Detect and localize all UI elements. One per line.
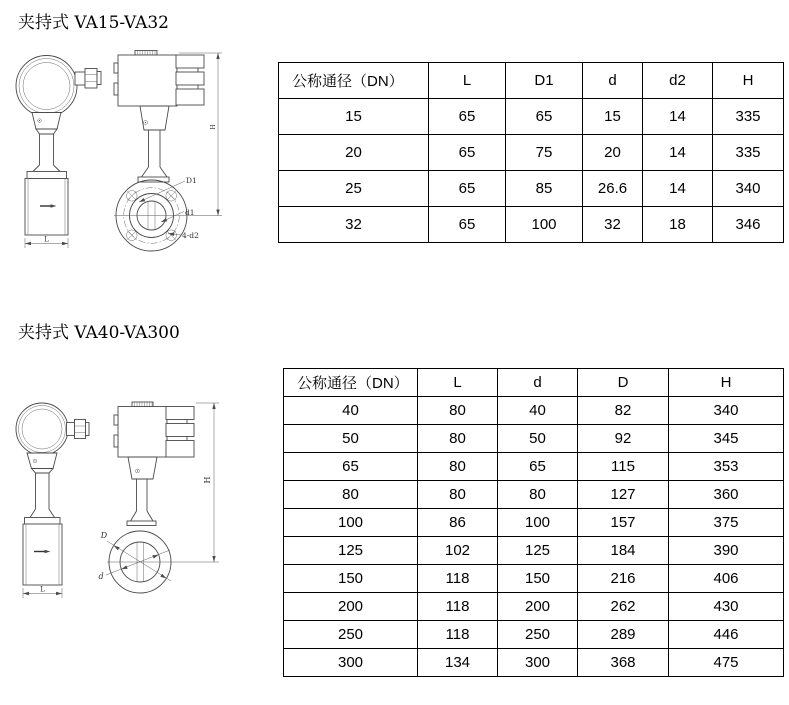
- table-cell: 150: [284, 565, 418, 593]
- meter-body: [23, 524, 62, 585]
- table-cell: 118: [418, 621, 498, 649]
- table-cell: 86: [418, 509, 498, 537]
- table-cell: 82: [578, 397, 669, 425]
- table-cell: 300: [284, 649, 418, 677]
- table-cell: 475: [669, 649, 784, 677]
- terminal-comb: [132, 402, 153, 407]
- table-cell: 289: [578, 621, 669, 649]
- table-cell: 216: [578, 565, 669, 593]
- table-cell: 65: [429, 171, 506, 207]
- table-cell: 20: [583, 135, 643, 171]
- table-cell: 430: [669, 593, 784, 621]
- table-cell: 134: [418, 649, 498, 677]
- table-header: [279, 63, 784, 99]
- table-cell: 360: [669, 481, 784, 509]
- column-header: L: [429, 63, 506, 99]
- table-cell: 32: [279, 207, 429, 243]
- table-cell: 368: [578, 649, 669, 677]
- table-cell: 80: [498, 481, 578, 509]
- table-cell: 345: [669, 425, 784, 453]
- table-cell: 80: [284, 481, 418, 509]
- drawing-va15-va32: [10, 50, 238, 260]
- column-header: d: [583, 63, 643, 99]
- table-cell: 118: [418, 593, 498, 621]
- section-title-va40-va300: 夹持式 VA40-VA300: [18, 323, 180, 343]
- table-cell: 26.6: [583, 171, 643, 207]
- table-cell: 340: [669, 397, 784, 425]
- table-cell: 390: [669, 537, 784, 565]
- table-cell: 25: [279, 171, 429, 207]
- table-row: [284, 453, 784, 481]
- table-cell: 14: [643, 171, 713, 207]
- table-cell: 40: [284, 397, 418, 425]
- table-cell: 346: [713, 207, 784, 243]
- table-cell: 300: [498, 649, 578, 677]
- column-header: D1: [506, 63, 583, 99]
- dimension-L: [25, 236, 68, 249]
- table-cell: 150: [498, 565, 578, 593]
- table-cell: 14: [643, 135, 713, 171]
- table-cell: 125: [498, 537, 578, 565]
- cap-fin: [166, 407, 194, 420]
- cap-fin: [166, 441, 194, 458]
- table-row: [284, 537, 784, 565]
- table-cell: 127: [578, 481, 669, 509]
- table-cell: 100: [284, 509, 418, 537]
- table-cell: 200: [498, 593, 578, 621]
- table-row: [284, 621, 784, 649]
- side-view: [114, 51, 222, 252]
- front-view: [16, 403, 89, 598]
- column-header: 公称通径（DN）: [284, 369, 418, 397]
- table-cell: 184: [578, 537, 669, 565]
- header-row: [284, 369, 784, 397]
- dim-label-D1: D1: [186, 176, 197, 185]
- table-row: [279, 171, 784, 207]
- table-cell: 92: [578, 425, 669, 453]
- table-header: [284, 369, 784, 397]
- table-cell: 32: [583, 207, 643, 243]
- table-cell: 80: [418, 397, 498, 425]
- table-cell: 335: [713, 99, 784, 135]
- cable-gland-connector: [67, 420, 90, 439]
- table-cell: 15: [583, 99, 643, 135]
- table-cell: 14: [643, 99, 713, 135]
- cap-fin: [166, 424, 194, 437]
- column-header: d: [498, 369, 578, 397]
- table-cell: 40: [498, 397, 578, 425]
- column-header: L: [418, 369, 498, 397]
- dimension-L: [23, 586, 62, 599]
- table-cell: 80: [418, 481, 498, 509]
- leader-4-d2: [168, 231, 199, 240]
- table-cell: 335: [713, 135, 784, 171]
- table-cell: 80: [418, 425, 498, 453]
- table-row: [279, 135, 784, 171]
- transmitter-housing: [118, 407, 167, 458]
- table-row: [284, 593, 784, 621]
- table-cell: 250: [284, 621, 418, 649]
- column-header: H: [713, 63, 784, 99]
- side-view: [98, 402, 219, 593]
- front-view: [16, 56, 101, 249]
- terminal-comb: [135, 51, 157, 56]
- meter-body: [25, 179, 68, 236]
- table-cell: 115: [578, 453, 669, 481]
- cable-gland-connector: [75, 69, 101, 89]
- dimension-table-va40-va300: [283, 368, 784, 677]
- transmitter-housing: [118, 55, 177, 106]
- table-cell: 102: [418, 537, 498, 565]
- header-row: [279, 63, 784, 99]
- dim-label-d: d: [98, 572, 104, 581]
- dimension-table-va15-va32: [278, 62, 784, 243]
- table-cell: 446: [669, 621, 784, 649]
- cap-fin: [176, 72, 204, 85]
- table-cell: 65: [429, 99, 506, 135]
- table-cell: 65: [284, 453, 418, 481]
- column-header: D: [578, 369, 669, 397]
- table-cell: 100: [498, 509, 578, 537]
- table-cell: 200: [284, 593, 418, 621]
- table-cell: 50: [498, 425, 578, 453]
- table-cell: 18: [643, 207, 713, 243]
- table-cell: 65: [429, 135, 506, 171]
- table-cell: 375: [669, 509, 784, 537]
- table-row: [284, 565, 784, 593]
- table-row: [284, 509, 784, 537]
- table-cell: 50: [284, 425, 418, 453]
- table-cell: 125: [284, 537, 418, 565]
- table-cell: 80: [418, 453, 498, 481]
- dim-label-L: L: [44, 235, 49, 244]
- table-body: [284, 397, 784, 677]
- table-cell: 20: [279, 135, 429, 171]
- table-cell: 250: [498, 621, 578, 649]
- table-cell: 85: [506, 171, 583, 207]
- table-cell: 118: [418, 565, 498, 593]
- drawing-va40-va300: [10, 391, 238, 621]
- table-cell: 353: [669, 453, 784, 481]
- dim-label-D: D: [100, 531, 108, 540]
- table-cell: 157: [578, 509, 669, 537]
- table-cell: 262: [578, 593, 669, 621]
- cap-fin: [176, 89, 204, 105]
- table-body: [279, 99, 784, 243]
- column-header: H: [669, 369, 784, 397]
- table-cell: 65: [506, 99, 583, 135]
- column-header: 公称通径（DN）: [279, 63, 429, 99]
- column-header: d2: [643, 63, 713, 99]
- table-cell: 100: [506, 207, 583, 243]
- table-row: [279, 99, 784, 135]
- dim-label-d1: d1: [185, 208, 195, 217]
- table-row: [284, 397, 784, 425]
- table-cell: 406: [669, 565, 784, 593]
- dim-label-H: H: [210, 124, 217, 130]
- table-cell: 340: [713, 171, 784, 207]
- table-row: [284, 649, 784, 677]
- dim-label-H: H: [203, 476, 212, 484]
- table-cell: 75: [506, 135, 583, 171]
- dimension-H: [196, 403, 219, 562]
- dim-label-4-d2: 4-d2: [182, 231, 199, 240]
- table-row: [284, 481, 784, 509]
- table-cell: 65: [498, 453, 578, 481]
- table-cell: 15: [279, 99, 429, 135]
- section-title-va15-va32: 夹持式 VA15-VA32: [18, 13, 169, 33]
- table-cell: 65: [429, 207, 506, 243]
- table-row: [284, 425, 784, 453]
- dim-label-L: L: [40, 585, 45, 594]
- table-row: [279, 207, 784, 243]
- cap-fin: [176, 55, 204, 68]
